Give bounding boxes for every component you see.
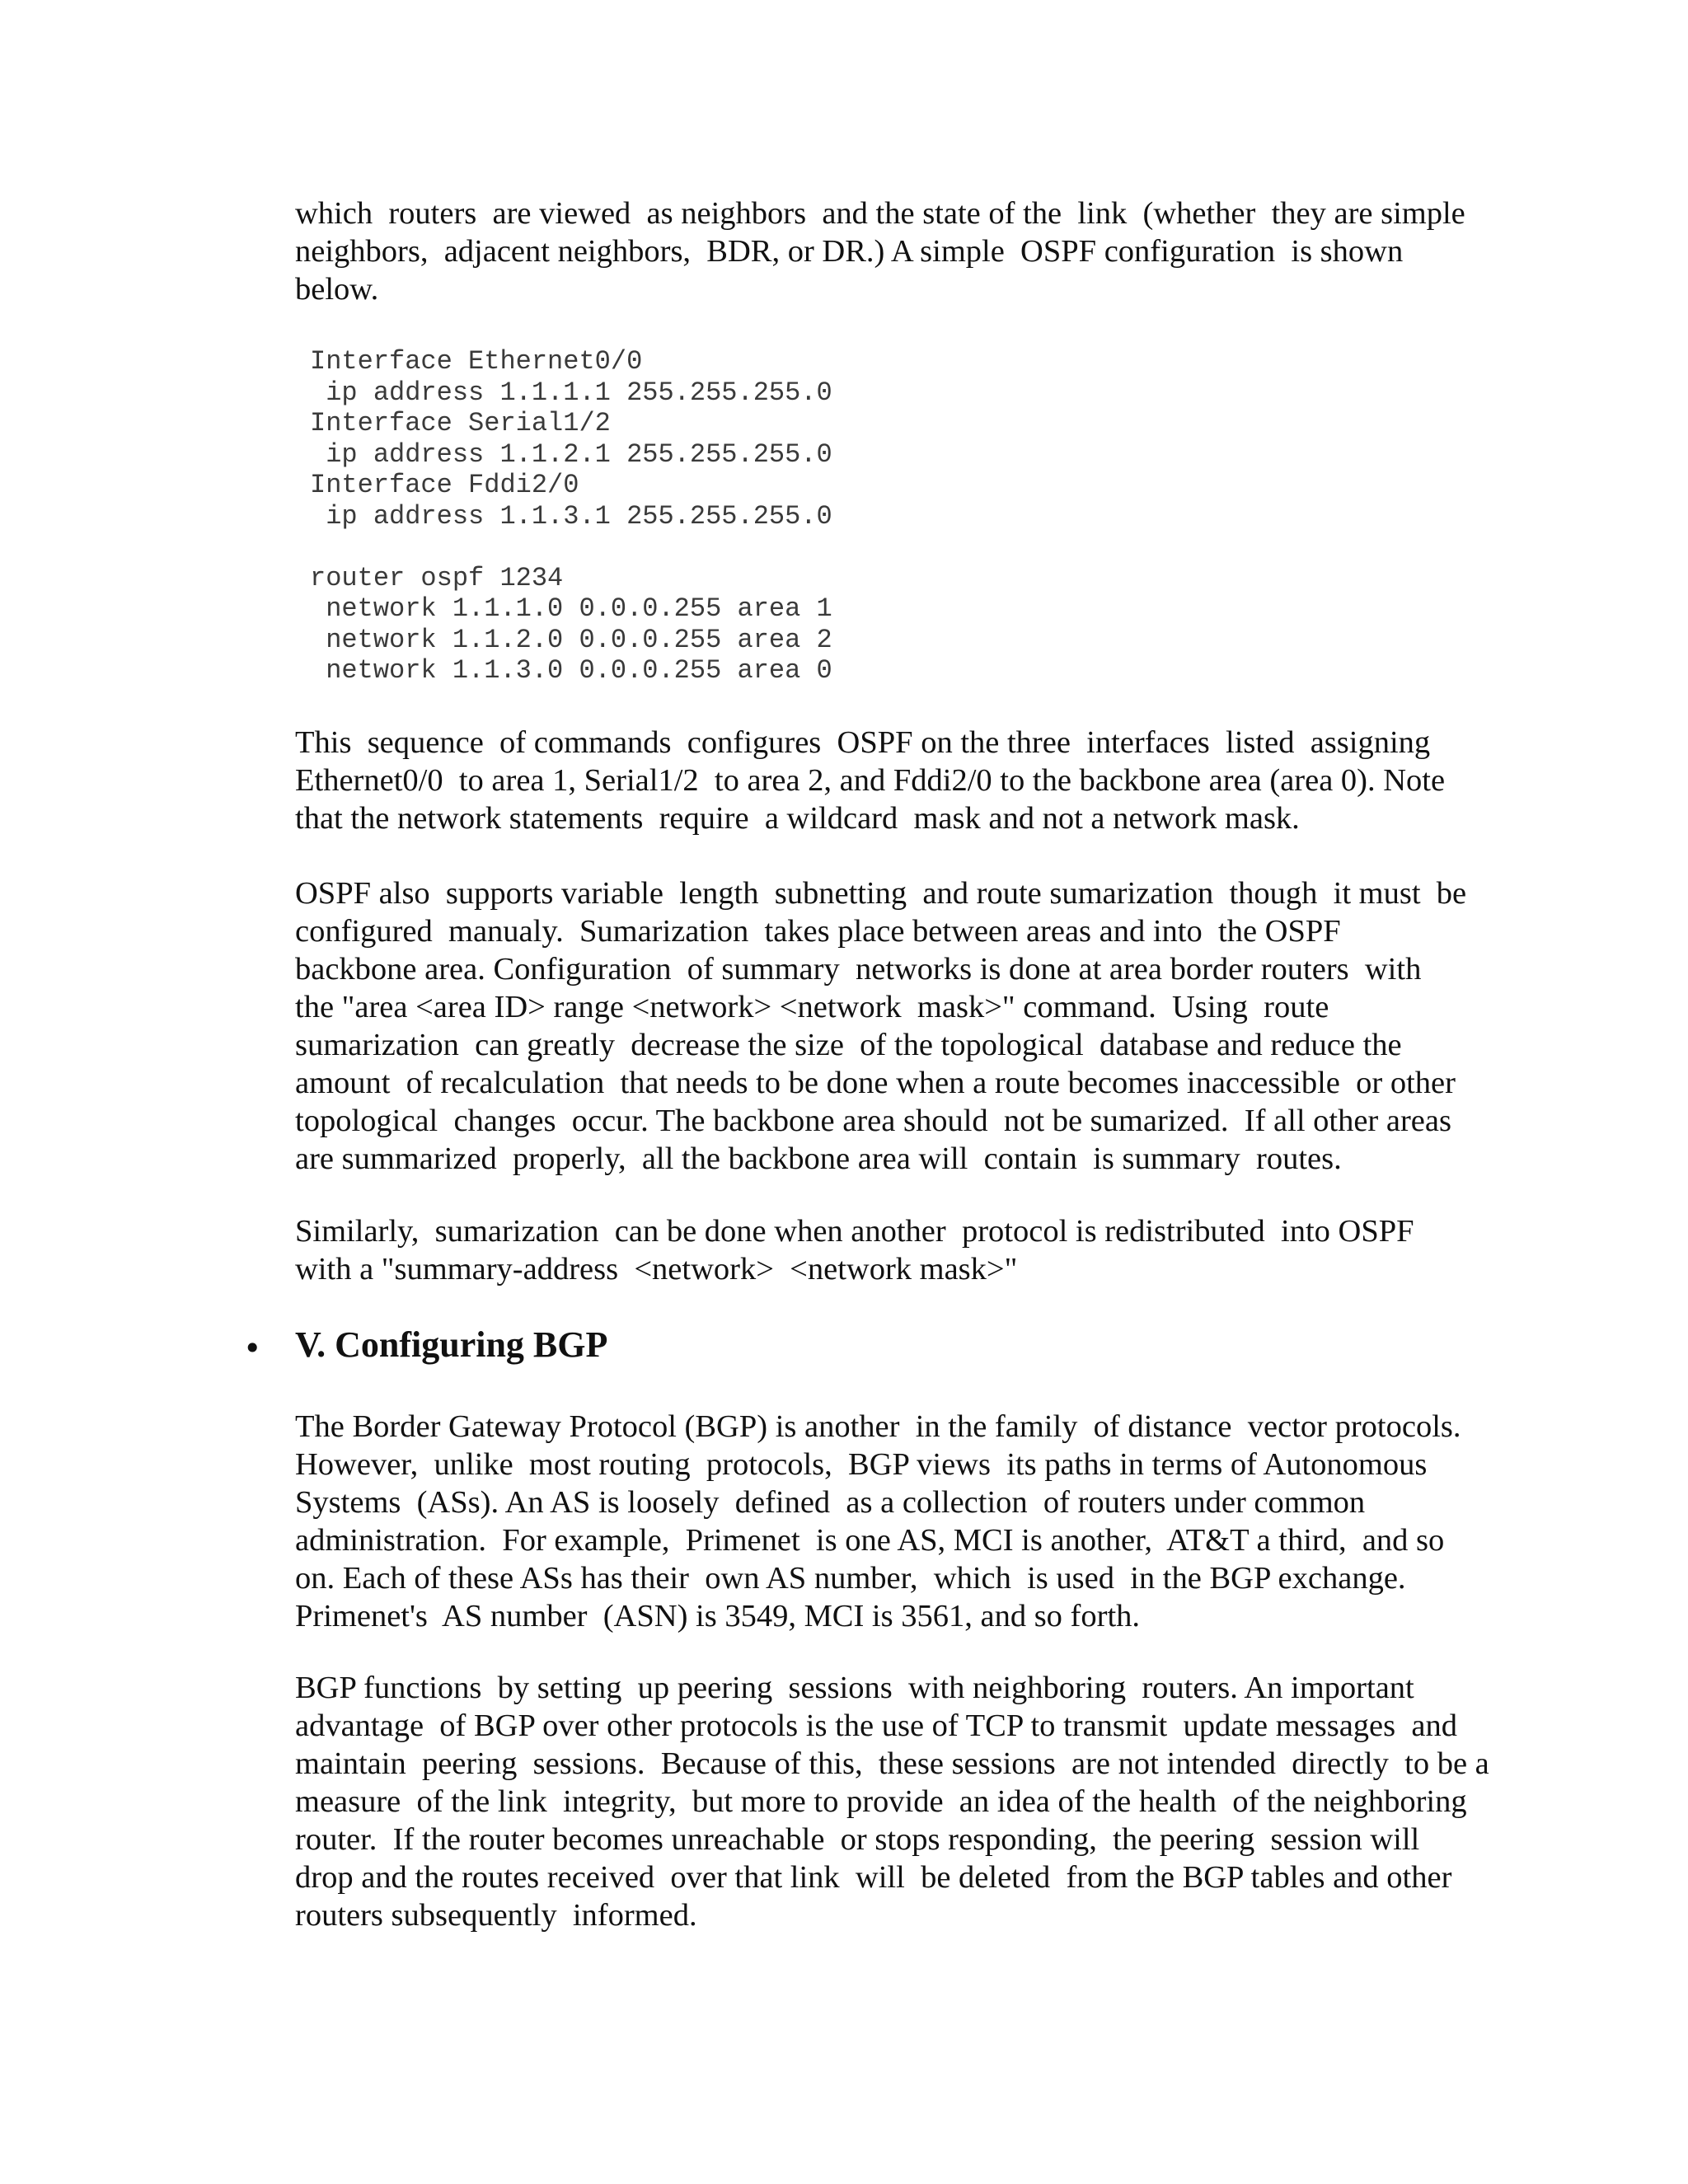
code-line: network 1.1.1.0 0.0.0.255 area 1 bbox=[310, 593, 832, 624]
text-line: which routers are viewed as neighbors and the state of the link (whether they are simple bbox=[295, 196, 1465, 231]
intro-paragraph bbox=[295, 194, 1482, 308]
text-line: The Border Gateway Protocol (BGP) is another in the family of distance vector protocols. bbox=[295, 1409, 1461, 1444]
text-line: maintain peering sessions. Because of this, these sessions are not intended directly to be a bbox=[295, 1746, 1489, 1781]
code-line: network 1.1.2.0 0.0.0.255 area 2 bbox=[310, 624, 832, 655]
code-line: network 1.1.3.0 0.0.0.255 area 0 bbox=[310, 655, 832, 686]
text-line: BGP functions by setting up peering sessions with neighboring routers. An important bbox=[295, 1671, 1414, 1705]
ospf-summarization-paragraph bbox=[295, 874, 1482, 1178]
text-line: OSPF also supports variable length subnetting and route sumarization though it must be bbox=[295, 876, 1467, 911]
text-line: amount of recalculation that needs to be done when a route becomes inaccessible or other bbox=[295, 1066, 1456, 1100]
bullet-icon: • bbox=[243, 1330, 262, 1366]
text-line: routers subsequently informed. bbox=[295, 1898, 697, 1933]
text-line: configured manualy. Sumarization takes place between areas and into the OSPF bbox=[295, 914, 1341, 949]
text-line: Systems (ASs). An AS is loosely defined as a collection of routers under common bbox=[295, 1485, 1366, 1520]
redistribution-paragraph bbox=[295, 1212, 1482, 1288]
text-line: the "area <area ID> range <network> <network mask>" command. Using route bbox=[295, 990, 1329, 1024]
bgp-peering-paragraph bbox=[295, 1669, 1489, 1934]
text-line: backbone area. Configuration of summary networks is done at area border routers with bbox=[295, 952, 1422, 987]
text-line: advantage of BGP over other protocols is the use of TCP to transmit update messages and bbox=[295, 1708, 1457, 1743]
text-line: topological changes occur. The backbone area should not be sumarized. If all other areas bbox=[295, 1104, 1451, 1138]
code-line: Interface Ethernet0/0 bbox=[310, 346, 643, 377]
text-line: that the network statements require a wildcard mask and not a network mask. bbox=[295, 801, 1300, 836]
text-line: with a "summary-address <network> <network mask>" bbox=[295, 1252, 1018, 1286]
code-line: ip address 1.1.2.1 255.255.255.0 bbox=[310, 438, 832, 470]
text-line: measure of the link integrity, but more to provide an idea of the health of the neighboring bbox=[295, 1784, 1467, 1819]
text-line: Primenet's AS number (ASN) is 3549, MCI is 3561, and so forth. bbox=[295, 1599, 1141, 1633]
text-line: However, unlike most routing protocols, BGP views its paths in terms of Autonomous bbox=[295, 1447, 1428, 1482]
text-line: on. Each of these ASs has their own AS number, which is used in the BGP exchange. bbox=[295, 1561, 1406, 1596]
text-line: are summarized properly, all the backbone area will contain is summary routes. bbox=[295, 1141, 1342, 1176]
text-line: Similarly, sumarization can be done when another protocol is redistributed into OSPF bbox=[295, 1214, 1414, 1249]
code-line: ip address 1.1.1.1 255.255.255.0 bbox=[310, 377, 832, 408]
text-line: below. bbox=[295, 272, 379, 307]
code-line bbox=[310, 532, 832, 563]
bgp-intro-paragraph bbox=[295, 1408, 1482, 1635]
text-line: neighbors, adjacent neighbors, BDR, or DR.) A simple OSPF configuration is shown bbox=[295, 234, 1404, 269]
code-line: ip address 1.1.3.1 255.255.255.0 bbox=[310, 500, 832, 532]
text-line: router. If the router becomes unreachable or stops responding, the peering session will bbox=[295, 1822, 1420, 1857]
ospf-config-code-block bbox=[310, 346, 832, 687]
text-line: This sequence of commands configures OSPF on the three interfaces listed assigning bbox=[295, 725, 1431, 760]
code-line: Interface Fddi2/0 bbox=[310, 470, 579, 500]
section-heading: V. Configuring BGP bbox=[295, 1324, 608, 1365]
text-line: Ethernet0/0 to area 1, Serial1/2 to area 2, and Fddi2/0 to the backbone area (area 0). Note bbox=[295, 763, 1446, 798]
text-line: administration. For example, Primenet is one AS, MCI is another, AT&T a third, and so bbox=[295, 1523, 1445, 1558]
text-line: drop and the routes received over that link will be deleted from the BGP tables and other bbox=[295, 1860, 1452, 1895]
ospf-commands-paragraph bbox=[295, 724, 1482, 837]
code-line: router ospf 1234 bbox=[310, 562, 564, 593]
text-line: sumarization can greatly decrease the size of the topological database and reduce the bbox=[295, 1028, 1402, 1062]
code-line: Interface Serial1/2 bbox=[310, 408, 611, 438]
